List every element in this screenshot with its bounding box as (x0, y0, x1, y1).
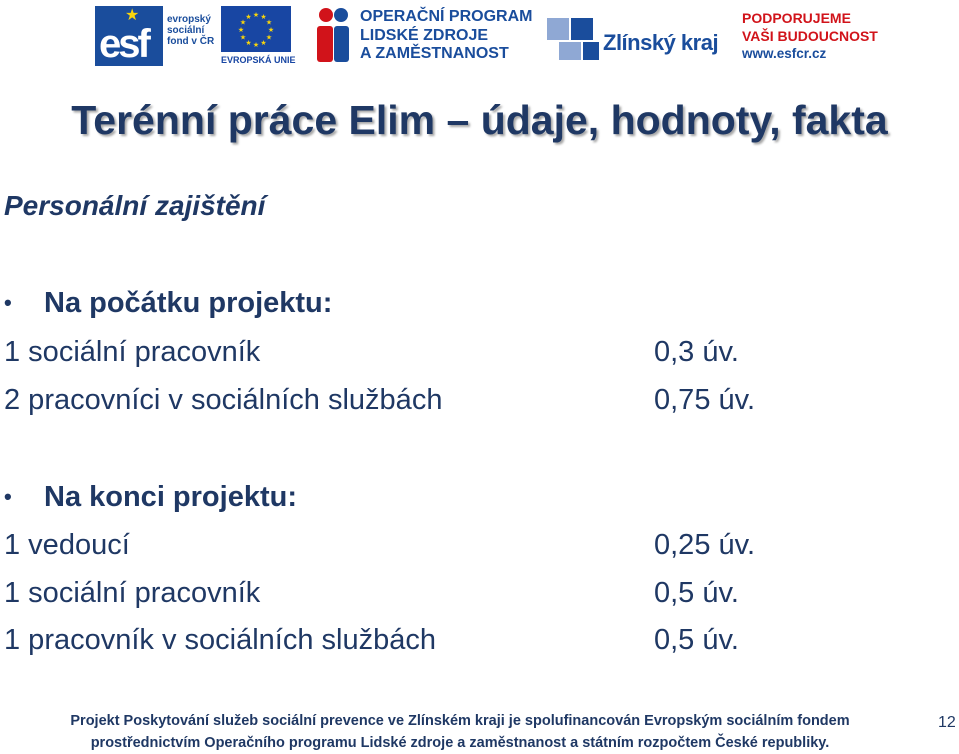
esf-caption-line: fond v ČR (167, 36, 215, 47)
eu-star-icon: ★ (239, 19, 247, 27)
eu-logo (221, 6, 295, 66)
esf-logo (95, 6, 217, 66)
eu-stars-icon (221, 6, 291, 52)
podporujeme-logo (742, 9, 912, 69)
staff-label: 1 sociální pracovník (4, 336, 261, 368)
oplz-logo-text (360, 8, 532, 64)
staff-value: 0,5 úv. (654, 624, 739, 656)
eu-star-icon: ★ (252, 42, 260, 49)
eu-star-icon: ★ (267, 27, 275, 34)
section-heading-text: Na počátku projektu: (44, 287, 333, 319)
bullet-icon: • (4, 290, 12, 315)
staff-row (4, 528, 756, 562)
page-number: 12 (938, 714, 956, 731)
slide-subtitle: Personální zajištění (4, 190, 266, 221)
staff-label: 2 pracovníci v sociálních službách (4, 384, 443, 416)
esf-logo-text: esf (99, 22, 148, 66)
staff-row (4, 335, 739, 369)
footer-funding-note (0, 710, 920, 754)
staff-label: 1 vedoucí (4, 529, 130, 561)
footer-line: prostřednictvím Operačního programu Lidské zdroje a zaměstnanost a státním rozpočtem České republiky. (90, 735, 830, 751)
logo-bar (0, 0, 959, 72)
staff-label: 1 pracovník v sociálních službách (4, 624, 436, 656)
eu-star-icon: ★ (245, 40, 252, 47)
footer-line: Projekt Poskytování služeb sociální prevence ve Zlínském kraji je spolufinancován Evropským sociálním fondem (70, 713, 850, 729)
eu-star-icon: ★ (237, 27, 245, 34)
zlinsky-kraj-text: Zlínský kraj (603, 30, 719, 55)
eu-star-icon: ★ (239, 34, 247, 42)
staff-label: 1 sociální pracovník (4, 577, 261, 609)
podporujeme-line: VAŠI BUDOUCNOST (742, 28, 878, 44)
staff-row (4, 576, 739, 610)
staff-row (4, 383, 756, 417)
staff-row (4, 623, 739, 657)
staff-value: 0,75 úv. (654, 384, 756, 416)
esf-caption-line: sociální (167, 25, 205, 36)
oplz-line: A ZAMĚSTNANOST (360, 45, 509, 62)
zlinsky-kraj-logo (547, 14, 727, 64)
eu-star-icon: ★ (252, 12, 260, 19)
oplz-figure-icon (316, 6, 350, 64)
eu-star-icon: ★ (245, 14, 252, 21)
staff-value: 0,25 úv. (654, 529, 756, 561)
zlin-square-icon (559, 42, 581, 60)
slide-title: Terénní práce Elim – údaje, hodnoty, fakta (71, 97, 888, 143)
eu-star-icon: ★ (265, 19, 273, 27)
esf-caption-line: evropský (167, 14, 211, 25)
esf-star-icon: ★ (125, 7, 140, 24)
oplz-line: OPERAČNÍ PROGRAM (360, 8, 533, 25)
eu-star-icon: ★ (265, 34, 273, 42)
zlin-square-icon (583, 42, 599, 60)
oplz-line: LIDSKÉ ZDROJE (360, 26, 489, 44)
eu-star-icon: ★ (260, 40, 267, 47)
podporujeme-line: PODPORUJEME (742, 10, 851, 26)
esf-logo-caption (167, 14, 214, 47)
esfcr-link: www.esfcr.cz (742, 46, 827, 61)
zlin-square-icon (571, 18, 593, 40)
eu-logo-caption: EVROPSKÁ UNIE (221, 55, 296, 65)
oplz-logo (316, 6, 531, 66)
bullet-icon: • (4, 484, 12, 509)
zlin-square-icon (547, 18, 569, 40)
staff-value: 0,3 úv. (654, 336, 739, 368)
eu-star-icon: ★ (260, 14, 267, 21)
staff-value: 0,5 úv. (654, 577, 739, 609)
section-heading-text: Na konci projektu: (44, 481, 297, 513)
